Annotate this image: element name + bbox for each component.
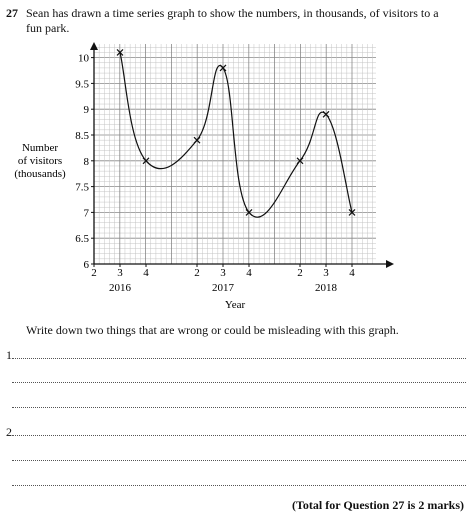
answer-line[interactable] — [12, 435, 466, 436]
x-tick-label: 2 — [194, 267, 200, 279]
y-tick-label: 8.5 — [75, 130, 89, 142]
y-tick-label: 6.5 — [75, 233, 89, 246]
y-tick-label: 9 — [83, 104, 89, 117]
year-labels — [109, 282, 338, 294]
y-tick-label: 10 — [78, 52, 89, 65]
answer-line[interactable] — [12, 407, 466, 408]
year-label: 2017 — [212, 282, 234, 294]
y-tick-label: 6 — [83, 259, 89, 271]
axes — [90, 42, 394, 268]
x-tick-label: 3 — [220, 267, 226, 279]
y-tick-labels — [75, 53, 94, 271]
x-tick-label: 4 — [246, 267, 252, 279]
y-axis-label — [14, 142, 66, 180]
x-tick-label: 4 — [349, 267, 355, 279]
data-point-markers — [117, 49, 355, 215]
answer-line[interactable] — [12, 485, 466, 486]
year-label: 2016 — [109, 282, 131, 294]
question-number: 27 — [6, 6, 18, 20]
answer-line[interactable] — [12, 460, 466, 461]
y-tick-label: 7.5 — [75, 181, 89, 194]
x-tick-labels — [91, 264, 355, 279]
question-text: Sean has drawn a time series graph to show the numbers, in thousands, of visitors to a fun park. — [26, 6, 439, 35]
x-tick-label: 2 — [91, 267, 97, 279]
y-axis-label-line: Number — [21, 142, 59, 154]
x-tick-label: 3 — [323, 267, 329, 279]
answer-number-2: 2 — [6, 425, 12, 439]
y-tick-label: 9.5 — [75, 78, 89, 91]
x-tick-label: 4 — [143, 267, 149, 279]
question-prompt: Write down two things that are wrong or could be misleading with this graph. — [26, 323, 399, 337]
x-axis-label: Year — [224, 299, 246, 311]
y-axis-label-text — [14, 142, 66, 180]
x-tick-label: 2 — [297, 267, 303, 279]
year-label: 2018 — [315, 282, 337, 294]
total-marks: (Total for Question 27 is 2 marks) — [291, 498, 464, 512]
y-tick-label: 8 — [83, 155, 89, 168]
y-axis-label-line: of visitors — [17, 155, 63, 167]
x-axis-arrow — [386, 260, 394, 268]
answer-number-1: 1 — [6, 348, 12, 362]
answer-line[interactable] — [12, 358, 466, 359]
y-axis-arrow — [90, 42, 98, 50]
y-tick-label: 7 — [83, 207, 89, 220]
answer-line[interactable] — [12, 382, 466, 383]
y-axis-label-line: (thousands) — [14, 168, 66, 180]
x-tick-label: 3 — [117, 267, 123, 279]
